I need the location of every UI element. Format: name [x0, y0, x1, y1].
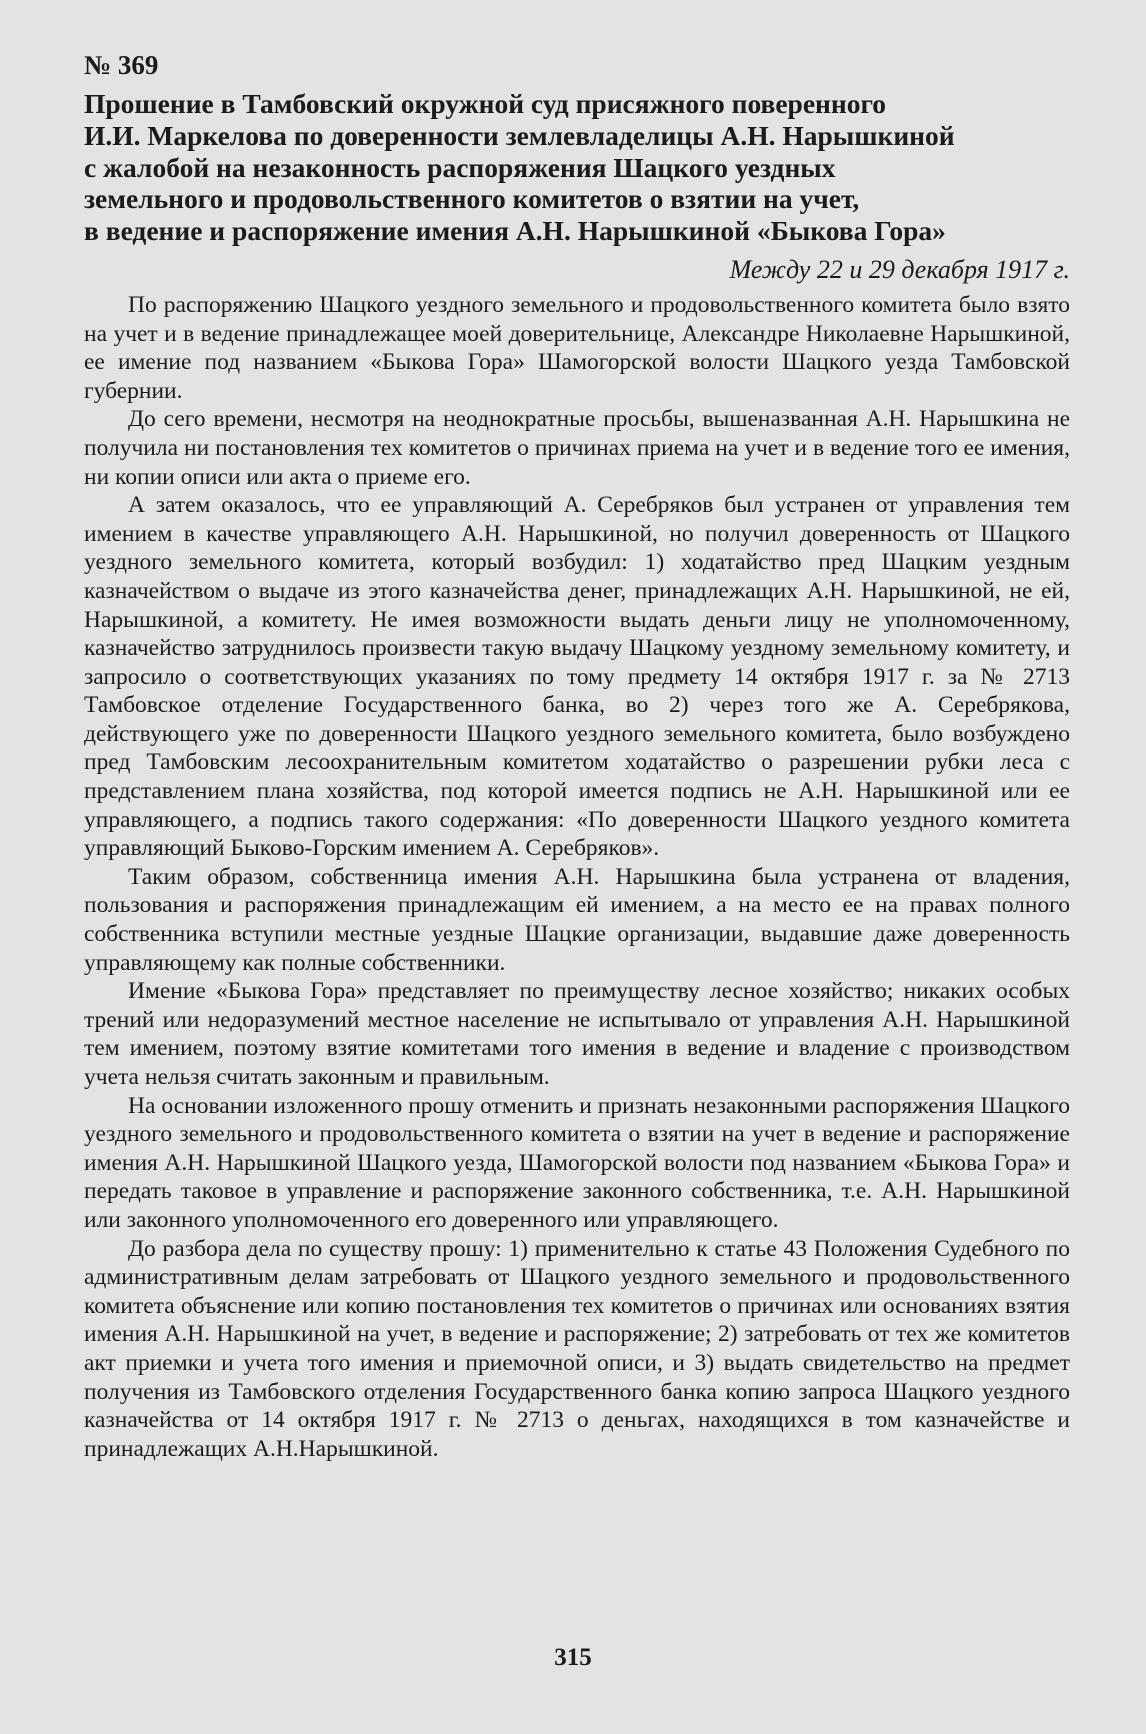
body-paragraph: Имение «Быкова Гора» представляет по преимуществу лесное хозяйство; никаких особых трений или недоразумений местное население не испытывало от управления А.Н. Нарышкиной тем имением, поэтому взятие комитетами того имения в ведение и владение с производством учета нельзя считать законным и правильным. — [84, 978, 1070, 1091]
title-line: Прошение в Тамбовский окружной суд присяжного поверенного — [84, 88, 887, 119]
document-date: Между 22 и 29 декабря 1917 г. — [729, 254, 1070, 284]
body-paragraph: Таким образом, собственница имения А.Н. Нарышкина была устранена от владения, пользования и распоряжения принадлежащим ей имением, а на место ее на правах полного собственника вступили местные уездные Шацкие организации, выдавшие даже доверенность управляющему как полные собственники. — [84, 863, 1070, 976]
document-number: № 369 — [84, 50, 159, 80]
title-line: в ведение и распоряжение имения А.Н. Нарышкиной «Быкова Гора» — [84, 215, 946, 247]
title-line: И.И. Маркелова по доверенности землевладелицы А.Н. Нарышкиной — [84, 119, 955, 151]
body-paragraph: На основании изложенного прошу отменить и признать незаконными распоряжения Шацкого уездного земельного и продовольственного комитета о взятии на учет в ведение и распоряжение имения А.Н. Нарышкиной Шацкого уезда, Шамогорской волости под названием «Быкова Гора» и передать таковое в управление и распоряжение законного собственника, т.е. А.Н. Нарышкиной или законного уполномоченного его доверенного или управляющего. — [84, 1092, 1070, 1233]
body-paragraph: По распоряжению Шацкого уездного земельного и продовольственного комитета было взято на учет и в ведение принадлежащее моей доверительнице, Александре Николаевне Нарышкиной, ее имение под названием «Быкова Гора» Шамогорской волости Шацкого уезда Тамбовской губернии. — [84, 291, 1070, 404]
body-paragraph: До сего времени, несмотря на неоднократные просьбы, вышеназванная А.Н. Нарышкина не получила ни постановления тех комитетов о причинах приема на учет и в ведение того ее имения, ни копии описи или акта о приеме его. — [84, 406, 1070, 490]
document-body — [84, 291, 1070, 1463]
title-line: с жалобой на незаконность распоряжения Шацкого уездных — [84, 151, 836, 183]
page-number: 315 — [554, 1644, 592, 1671]
document-title — [84, 88, 1070, 247]
body-paragraph: До разбора дела по существу прошу: 1) применительно к статье 43 Положения Судебного по административным делам затребовать от Шацкого уездного земельного и продовольственного комитета объяснение или копию постановления тех комитетов о причинах или основаниях взятия имения А.Н. Нарышкиной на учет, в ведение и распоряжение; 2) затребовать от тех же комитетов акт приемки и учета того имения и приемочной описи, и 3) выдать свидетельство на предмет получения из Тамбовского отделения Государственного банка копию запроса Шацкого уездного казначейства от 14 октября 1917 г. № 2713 о деньгах, находящихся в том казначействе и принадлежащих А.Н.Нарышкиной. — [84, 1235, 1070, 1462]
body-paragraph: А затем оказалось, что ее управляющий А. Серебряков был устранен от управления тем имением в качестве управляющего А.Н. Нарышкиной, но получил доверенность от Шацкого уездного земельного комитета, который возбудил: 1) ходатайство пред Шацким уездным казначейством о выдаче из этого казначейства денег, принадлежащих А.Н. Нарышкиной, не ей, Нарышкиной, а комитету. Не имея возможности выдать деньги лицу не уполномоченному, казначейство затруднилось произвести такую выдачу Шацкому уездному земельному комитету, и запросило о соответствующих указаниях по тому предмету 14 октября 1917 г. за № 2713 Тамбовское отделение Государственного банка, во 2) через того же А. Серебрякова, действующего уже по доверенности Шацкого уездного земельного комитета, было возбуждено пред Тамбовским лесоохранительным комитетом ходатайство о разрешении рубки леса с представлением плана хозяйства, под которой имеется подпись не А.Н. Нарышкиной или ее управляющего, а подпись такого содержания: «По доверенности Шацкого уездного комитета управляющий Быково-Горским имением А. Серебряков». — [84, 492, 1070, 862]
title-line: земельного и продовольственного комитетов о взятии на учет, — [84, 183, 860, 215]
